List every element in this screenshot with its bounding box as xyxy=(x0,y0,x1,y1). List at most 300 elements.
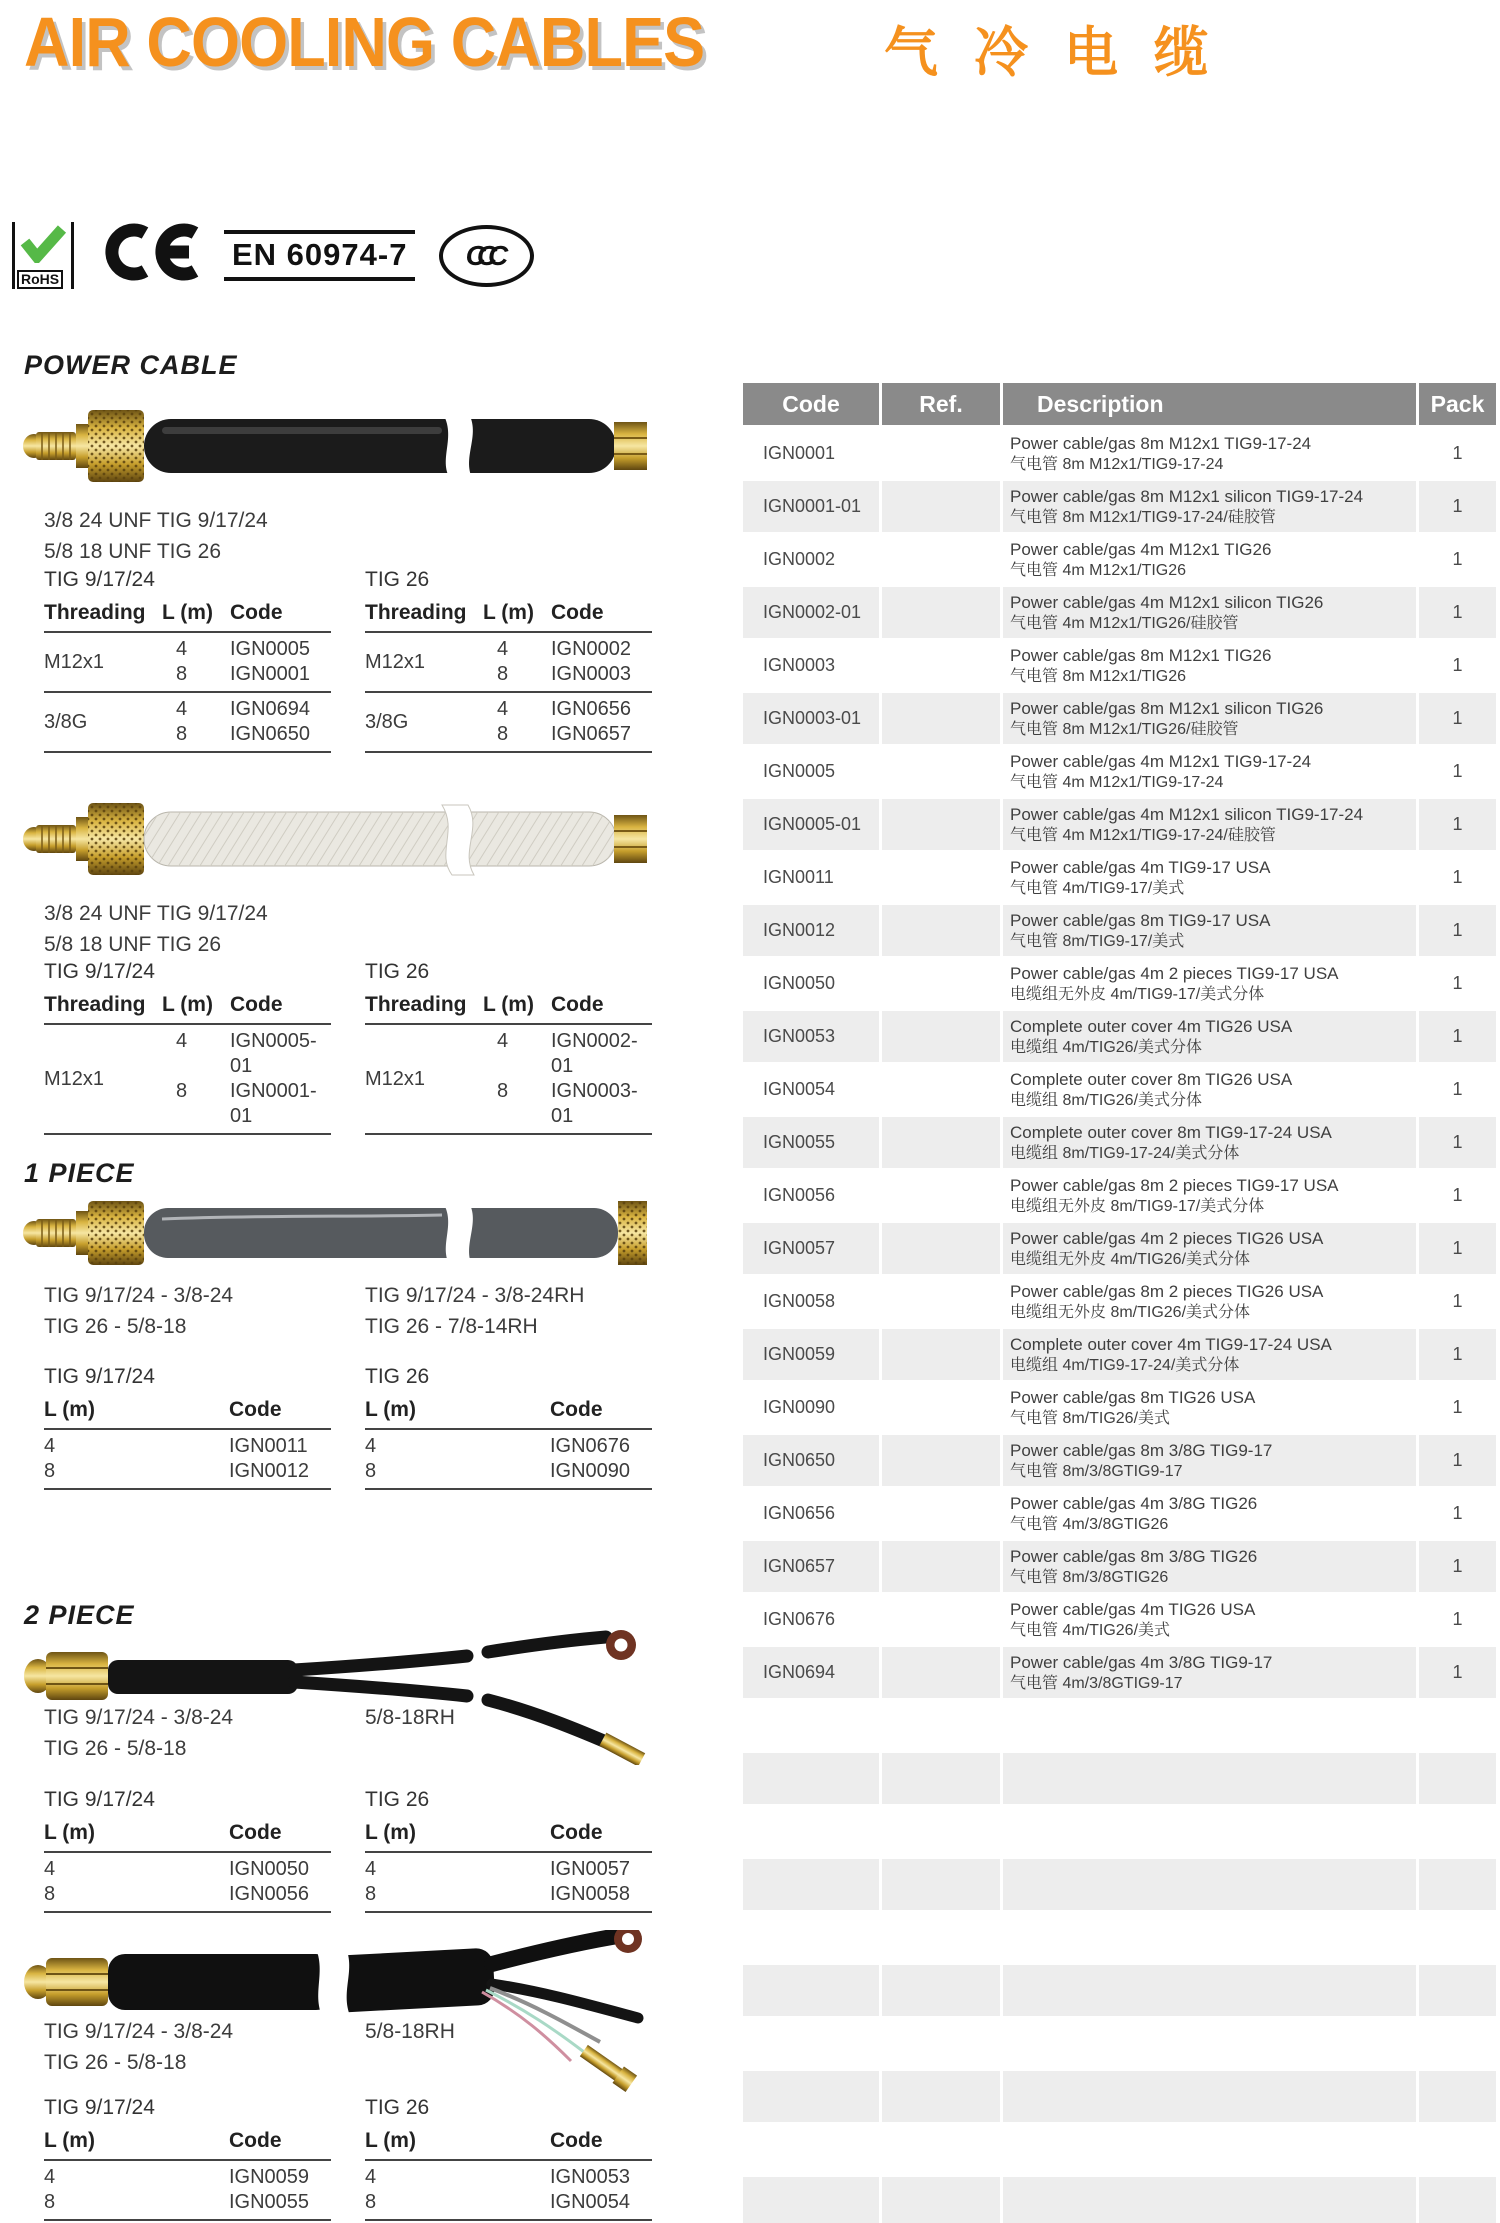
description-en: Power cable/gas 8m 3/8G TIG26 xyxy=(1010,1546,1258,1566)
one-piece-heading: 1 PIECE xyxy=(24,1158,135,1188)
description-zh: 气电管 8m M12x1/TIG26/硅胶管 xyxy=(1010,720,1239,738)
description-cell xyxy=(1003,799,1416,850)
description-zh: 电缆组 8m/TIG26/美式分体 xyxy=(1010,1091,1203,1109)
description-cell xyxy=(1003,693,1416,744)
description-cell xyxy=(1003,1382,1416,1433)
pack-cell: 1 xyxy=(1419,1223,1496,1274)
spec-table-header xyxy=(44,1821,331,1853)
rohs-label: RoHS xyxy=(17,270,63,289)
length-cell: 8 xyxy=(497,1080,509,1102)
column-header: L (m) xyxy=(44,1398,95,1421)
ref-cell xyxy=(882,1064,1000,1115)
cable-photo-rubber xyxy=(22,400,647,492)
description-cell xyxy=(1003,1435,1416,1486)
spec-row xyxy=(365,2165,652,2190)
column-header: L (m) xyxy=(162,601,213,624)
code-cell: IGN0001-01 xyxy=(743,481,879,532)
description-zh: 电缆组无外皮 8m/TIG26/美式分体 xyxy=(1010,1303,1251,1321)
code-cell: IGN0011 xyxy=(763,867,834,887)
catalog-row xyxy=(743,1488,1493,1539)
code-cell: IGN0055 xyxy=(743,1117,879,1168)
description-cell xyxy=(1003,1488,1416,1539)
ref-cell xyxy=(882,1011,1000,1062)
catalog-row xyxy=(743,1276,1493,1327)
catalog-row xyxy=(743,1064,1493,1115)
empty-cell xyxy=(743,1700,879,1751)
connector-spec-labels xyxy=(44,1280,233,1342)
pack-cell: 1 xyxy=(1452,443,1463,463)
ref-cell xyxy=(882,693,1000,744)
catalog-row xyxy=(743,852,1493,903)
empty-cell xyxy=(882,1753,1000,1804)
ce-mark-icon xyxy=(98,222,200,282)
code-cell: IGN0676 xyxy=(763,1609,836,1629)
length-cell: 8 xyxy=(365,1460,377,1482)
empty-cell xyxy=(743,1912,879,1963)
pack-cell: 1 xyxy=(1419,1117,1496,1168)
ref-cell xyxy=(882,1223,1000,1274)
description-cell xyxy=(1003,1117,1416,1168)
catalog-row xyxy=(743,1435,1493,1486)
length-cell: 8 xyxy=(44,1883,56,1905)
code-cell: IGN0003-01 xyxy=(743,693,879,744)
ref-cell xyxy=(882,1382,1000,1433)
spec-table-group xyxy=(365,693,652,753)
description-cell xyxy=(1003,1223,1416,1274)
spec-tables-two-piece-bare xyxy=(44,2096,652,2221)
length-cell: 4 xyxy=(44,1435,56,1457)
code-cell: IGN0001 xyxy=(763,443,836,463)
pack-cell: 1 xyxy=(1452,761,1463,781)
length-cell: 4 xyxy=(365,2166,377,2188)
connector-spec-labels xyxy=(44,505,268,567)
threading-cell: M12x1 xyxy=(44,650,105,673)
code-cell: IGN0002-01 xyxy=(551,1030,638,1077)
threading-cell: 3/8G xyxy=(365,710,409,733)
code-cell: IGN0002-01 xyxy=(743,587,879,638)
spec-table-header xyxy=(44,1398,331,1430)
description-en: Power cable/gas 8m 2 pieces TIG9-17 USA xyxy=(1010,1175,1339,1195)
pack-cell: 1 xyxy=(1419,1329,1496,1380)
empty-cell xyxy=(743,1859,879,1910)
description-cell xyxy=(1003,905,1416,956)
column-header: Threading xyxy=(44,993,146,1016)
column-header: Code xyxy=(550,1821,603,1844)
description-zh: 电缆组 8m/TIG9-17-24/美式分体 xyxy=(1010,1144,1240,1162)
description-en: Power cable/gas 4m M12x1 silicon TIG26 xyxy=(1010,592,1324,612)
spec-table-title: TIG 26 xyxy=(365,2096,430,2119)
description-cell xyxy=(1003,428,1416,479)
description-zh: 电缆组 4m/TIG26/美式分体 xyxy=(1010,1038,1203,1056)
description-en: Power cable/gas 4m 2 pieces TIG26 USA xyxy=(1010,1228,1324,1248)
spec-row xyxy=(365,2190,652,2215)
description-en: Power cable/gas 4m M12x1 TIG26 xyxy=(1010,539,1272,559)
code-cell: IGN0656 xyxy=(551,698,632,720)
spec-row xyxy=(44,1857,331,1882)
length-cell: 4 xyxy=(176,638,188,660)
spec-table-title: TIG 26 xyxy=(365,960,430,983)
description-zh: 气电管 4m M12x1/TIG9-17-24 xyxy=(1010,773,1224,791)
code-cell: IGN0001 xyxy=(230,663,311,685)
catalog-row xyxy=(743,1117,1493,1168)
spec-table xyxy=(44,960,331,1135)
description-zh: 气电管 4m/TIG26/美式 xyxy=(1010,1621,1171,1639)
description-zh: 气电管 4m/TIG9-17/美式 xyxy=(1010,879,1185,897)
connector-spec-label: TIG 9/17/24 - 3/8-24RH xyxy=(365,1284,585,1307)
column-header: Code xyxy=(230,601,283,624)
description-en: Complete outer cover 4m TIG9-17-24 USA xyxy=(1010,1334,1332,1354)
connector-spec-label: 5/8 18 UNF TIG 26 xyxy=(44,933,222,956)
length-cell: 4 xyxy=(176,698,188,720)
empty-cell xyxy=(882,2124,1000,2175)
threading-cell: M12x1 xyxy=(44,1067,105,1090)
empty-cell xyxy=(882,1859,1000,1910)
description-cell xyxy=(1003,587,1416,638)
code-cell: IGN0005-01 xyxy=(743,799,879,850)
spec-tables-rubber xyxy=(44,568,652,753)
pack-cell: 1 xyxy=(1452,973,1463,993)
empty-cell xyxy=(1003,1859,1416,1910)
code-cell: IGN0054 xyxy=(550,2191,631,2213)
empty-cell xyxy=(1419,2071,1496,2122)
ref-cell xyxy=(882,1541,1000,1592)
spec-row xyxy=(44,1882,331,1907)
cable-photo-silicon xyxy=(22,793,647,885)
code-cell: IGN0002 xyxy=(763,549,836,569)
description-zh: 电缆组无外皮 4m/TIG26/美式分体 xyxy=(1010,1250,1251,1268)
empty-cell xyxy=(882,2071,1000,2122)
ref-cell xyxy=(882,1594,1000,1645)
catalog-row xyxy=(743,1329,1493,1380)
cable-photo-one-piece xyxy=(22,1193,647,1273)
code-cell: IGN0090 xyxy=(763,1397,836,1417)
description-zh: 气电管 4m/3/8GTIG26 xyxy=(1010,1515,1169,1533)
ref-cell xyxy=(882,1647,1000,1698)
pack-cell: 1 xyxy=(1419,1435,1496,1486)
connector-spec-labels xyxy=(44,2016,233,2078)
empty-cell xyxy=(882,1806,1000,1857)
catalog-empty-row xyxy=(743,1859,1493,1910)
catalog-table xyxy=(743,383,1493,2223)
spec-table-header xyxy=(365,1821,652,1853)
column-header: L (m) xyxy=(44,1821,95,1844)
code-cell: IGN0003-01 xyxy=(551,1080,638,1127)
column-header: L (m) xyxy=(365,1821,416,1844)
length-cell: 8 xyxy=(365,1883,377,1905)
connector-spec-label: 3/8 24 UNF TIG 9/17/24 xyxy=(44,509,268,532)
catalog-row xyxy=(743,1011,1493,1062)
catalog-header-ref: Ref. xyxy=(882,383,1000,425)
code-cell: IGN0005 xyxy=(230,638,311,660)
description-en: Power cable/gas 8m TIG26 USA xyxy=(1010,1387,1256,1407)
connector-spec-labels xyxy=(44,1702,233,1764)
description-cell xyxy=(1003,1541,1416,1592)
description-zh: 电缆组 4m/TIG9-17-24/美式分体 xyxy=(1010,1356,1240,1374)
catalog-row xyxy=(743,958,1493,1009)
description-en: Power cable/gas 8m M12x1 TIG9-17-24 xyxy=(1010,433,1312,453)
spec-table-header xyxy=(365,2129,652,2161)
connector-spec-labels xyxy=(365,1702,455,1733)
spec-table-body xyxy=(44,1853,331,1913)
catalog-empty-row xyxy=(743,1806,1493,1857)
description-zh: 气电管 4m M12x1/TIG26/硅胶管 xyxy=(1010,614,1239,632)
code-cell: IGN0090 xyxy=(550,1460,631,1482)
code-cell: IGN0650 xyxy=(230,723,311,745)
empty-cell xyxy=(1003,2177,1416,2223)
description-en: Power cable/gas 4m M12x1 silicon TIG9-17-24 xyxy=(1010,804,1364,824)
ref-cell xyxy=(882,1488,1000,1539)
empty-cell xyxy=(1419,1700,1496,1751)
length-cell: 8 xyxy=(176,1080,188,1102)
column-header: L (m) xyxy=(365,2129,416,2152)
code-cell: IGN0059 xyxy=(229,2166,310,2188)
code-cell: IGN0050 xyxy=(763,973,836,993)
description-zh: 电缆组无外皮 8m/TIG9-17/美式分体 xyxy=(1010,1197,1265,1215)
connector-spec-label: TIG 26 - 5/8-18 xyxy=(44,2051,187,2074)
ccc-mark-icon: CCC xyxy=(439,225,534,287)
empty-cell xyxy=(743,2177,879,2223)
catalog-row xyxy=(743,640,1493,691)
ref-cell xyxy=(882,428,1000,479)
spec-table-group xyxy=(44,693,331,753)
column-header: Threading xyxy=(44,601,146,624)
catalog-row xyxy=(743,1594,1493,1645)
column-header: Code xyxy=(230,993,283,1016)
catalog-row xyxy=(743,1382,1493,1433)
length-cell: 8 xyxy=(176,663,188,685)
description-en: Power cable/gas 8m TIG9-17 USA xyxy=(1010,910,1271,930)
column-header: Code xyxy=(550,1398,603,1421)
empty-cell xyxy=(743,1806,879,1857)
empty-cell xyxy=(882,1700,1000,1751)
code-cell: IGN0694 xyxy=(230,698,311,720)
empty-cell xyxy=(743,1753,879,1804)
description-zh: 气电管 8m/TIG9-17/美式 xyxy=(1010,932,1185,950)
description-zh: 气电管 8m/TIG26/美式 xyxy=(1010,1409,1171,1427)
code-cell: IGN0656 xyxy=(763,1503,836,1523)
connector-spec-labels xyxy=(44,898,268,960)
catalog-row xyxy=(743,1541,1493,1592)
catalog-empty-row xyxy=(743,2177,1493,2223)
spec-tables-two-piece xyxy=(44,1788,652,1913)
column-header: L (m) xyxy=(162,993,213,1016)
description-cell xyxy=(1003,1170,1416,1221)
code-cell: IGN0059 xyxy=(743,1329,879,1380)
description-cell xyxy=(1003,534,1416,585)
length-cell: 4 xyxy=(497,638,509,660)
spec-table-title: TIG 9/17/24 xyxy=(44,2096,155,2119)
spec-table-title: TIG 26 xyxy=(365,568,430,591)
spec-table-title: TIG 26 xyxy=(365,1788,430,1811)
empty-cell xyxy=(743,2018,879,2069)
connector-spec-label: 5/8-18RH xyxy=(365,1706,455,1729)
code-cell: IGN0011 xyxy=(229,1435,308,1457)
spec-table-header xyxy=(44,2129,331,2161)
length-cell: 4 xyxy=(44,2166,56,2188)
code-cell: IGN0002 xyxy=(551,638,632,660)
column-header: L (m) xyxy=(365,1398,416,1421)
code-cell: IGN0005-01 xyxy=(230,1030,317,1077)
spec-table xyxy=(44,1788,331,1913)
empty-cell xyxy=(1419,2177,1496,2223)
spec-row xyxy=(44,1459,331,1484)
code-cell: IGN0657 xyxy=(551,723,632,745)
empty-cell xyxy=(1003,1965,1416,2016)
spec-row xyxy=(44,2190,331,2215)
connector-spec-label: TIG 26 - 5/8-18 xyxy=(44,1315,187,1338)
spec-table-header xyxy=(44,601,331,633)
empty-cell xyxy=(1419,1753,1496,1804)
spec-row xyxy=(365,1459,652,1484)
catalog-row xyxy=(743,1647,1493,1698)
description-zh: 气电管 4m/3/8GTIG9-17 xyxy=(1010,1674,1183,1692)
catalog-row xyxy=(743,428,1493,479)
connector-spec-label: TIG 9/17/24 - 3/8-24 xyxy=(44,1706,234,1729)
connector-spec-label: 3/8 24 UNF TIG 9/17/24 xyxy=(44,902,268,925)
catalog-table-header xyxy=(743,383,1493,425)
connector-spec-label: 5/8-18RH xyxy=(365,2020,455,2043)
spec-row xyxy=(44,2165,331,2190)
ref-cell xyxy=(882,534,1000,585)
page-title-zh: 气冷电缆 xyxy=(884,23,1244,83)
code-cell: IGN0003 xyxy=(763,655,836,675)
description-en: Power cable/gas 4m TIG9-17 USA xyxy=(1010,857,1271,877)
catalog-row xyxy=(743,534,1493,585)
code-cell: IGN0056 xyxy=(763,1185,836,1205)
description-en: Power cable/gas 4m 3/8G TIG9-17 xyxy=(1010,1652,1273,1672)
spec-tables-silicon xyxy=(44,960,652,1135)
length-cell: 8 xyxy=(44,2191,56,2213)
description-cell xyxy=(1003,852,1416,903)
catalog-empty-row xyxy=(743,1912,1493,1963)
spec-table xyxy=(365,568,652,753)
description-en: Power cable/gas 8m 2 pieces TIG26 USA xyxy=(1010,1281,1324,1301)
spec-table-group xyxy=(365,1025,652,1135)
description-en: Power cable/gas 4m 3/8G TIG26 xyxy=(1010,1493,1258,1513)
ref-cell xyxy=(882,746,1000,797)
length-cell: 4 xyxy=(497,1030,509,1052)
column-header: Code xyxy=(229,1398,282,1421)
pack-cell: 1 xyxy=(1419,587,1496,638)
empty-cell xyxy=(882,1965,1000,2016)
pack-cell: 1 xyxy=(1419,799,1496,850)
ref-cell xyxy=(882,799,1000,850)
ref-cell xyxy=(882,640,1000,691)
ref-cell xyxy=(882,1276,1000,1327)
description-en: Power cable/gas 4m M12x1 TIG9-17-24 xyxy=(1010,751,1312,771)
pack-cell: 1 xyxy=(1452,1397,1463,1417)
empty-cell xyxy=(1419,2018,1496,2069)
empty-cell xyxy=(882,1912,1000,1963)
catalog-row xyxy=(743,1170,1493,1221)
spec-table xyxy=(365,1365,652,1490)
empty-cell xyxy=(743,1965,879,2016)
description-en: Power cable/gas 8m 3/8G TIG9-17 xyxy=(1010,1440,1273,1460)
description-en: Complete outer cover 4m TIG26 USA xyxy=(1010,1016,1293,1036)
rohs-badge xyxy=(12,222,74,289)
catalog-empty-row xyxy=(743,1700,1493,1751)
code-cell: IGN0050 xyxy=(229,1858,310,1880)
connector-spec-label: TIG 26 - 5/8-18 xyxy=(44,1737,187,1760)
column-header: L (m) xyxy=(483,601,534,624)
empty-cell xyxy=(1419,2124,1496,2175)
description-en: Power cable/gas 8m M12x1 silicon TIG26 xyxy=(1010,698,1324,718)
description-zh: 气电管 8m M12x1/TIG26 xyxy=(1010,667,1187,685)
column-header: Code xyxy=(551,993,604,1016)
empty-cell xyxy=(1003,1912,1416,1963)
spec-table-header xyxy=(365,601,652,633)
spec-table-body xyxy=(365,2161,652,2221)
spec-table-body xyxy=(365,1430,652,1490)
connector-spec-label: TIG 26 - 7/8-14RH xyxy=(365,1315,538,1338)
description-cell xyxy=(1003,958,1416,1009)
spec-table-body xyxy=(44,2161,331,2221)
empty-cell xyxy=(1003,2071,1416,2122)
spec-table-header xyxy=(365,1398,652,1430)
connector-spec-label: TIG 9/17/24 - 3/8-24 xyxy=(44,1284,234,1307)
column-header: Threading xyxy=(365,601,467,624)
code-cell: IGN0694 xyxy=(743,1647,879,1698)
spec-row xyxy=(44,1434,331,1459)
empty-cell xyxy=(1003,1753,1416,1804)
description-en: Power cable/gas 4m 2 pieces TIG9-17 USA xyxy=(1010,963,1339,983)
description-cell xyxy=(1003,1329,1416,1380)
spec-table-header xyxy=(365,993,652,1025)
threading-cell: M12x1 xyxy=(365,650,426,673)
catalog-row xyxy=(743,693,1493,744)
length-cell: 8 xyxy=(497,663,509,685)
column-header: Code xyxy=(229,2129,282,2152)
code-cell: IGN0650 xyxy=(743,1435,879,1486)
pack-cell: 1 xyxy=(1452,549,1463,569)
connector-spec-label: TIG 9/17/24 - 3/8-24 xyxy=(44,2020,234,2043)
ref-cell xyxy=(882,1117,1000,1168)
empty-cell xyxy=(882,2018,1000,2069)
spec-table-title: TIG 26 xyxy=(365,1365,430,1388)
empty-cell xyxy=(882,2177,1000,2223)
ref-cell xyxy=(882,905,1000,956)
description-en: Power cable/gas 4m TIG26 USA xyxy=(1010,1599,1256,1619)
length-cell: 8 xyxy=(176,723,188,745)
length-cell: 8 xyxy=(497,723,509,745)
spec-table xyxy=(44,2096,331,2221)
check-icon xyxy=(20,225,66,263)
pack-cell: 1 xyxy=(1419,905,1496,956)
catalog-empty-row xyxy=(743,2124,1493,2175)
description-cell xyxy=(1003,1064,1416,1115)
description-zh: 气电管 4m M12x1/TIG9-17-24/硅胶管 xyxy=(1010,826,1276,844)
description-cell xyxy=(1003,746,1416,797)
ref-cell xyxy=(882,958,1000,1009)
code-cell: IGN0057 xyxy=(743,1223,879,1274)
length-cell: 4 xyxy=(176,1030,188,1052)
spec-table-group xyxy=(365,633,652,693)
description-cell xyxy=(1003,640,1416,691)
standard-label: EN 60974-7 xyxy=(224,230,415,281)
column-header: Code xyxy=(229,1821,282,1844)
connector-spec-labels xyxy=(365,1280,584,1342)
pack-cell: 1 xyxy=(1452,1079,1463,1099)
pack-cell: 1 xyxy=(1419,481,1496,532)
catalog-table-body xyxy=(743,428,1493,2223)
description-en: Complete outer cover 8m TIG26 USA xyxy=(1010,1069,1293,1089)
page-title: AIR COOLING CABLES xyxy=(24,3,705,81)
pack-cell: 1 xyxy=(1419,1011,1496,1062)
code-cell: IGN0058 xyxy=(763,1291,836,1311)
code-cell: IGN0057 xyxy=(550,1858,631,1880)
code-cell: IGN0657 xyxy=(743,1541,879,1592)
two-piece-heading: 2 PIECE xyxy=(24,1600,135,1630)
